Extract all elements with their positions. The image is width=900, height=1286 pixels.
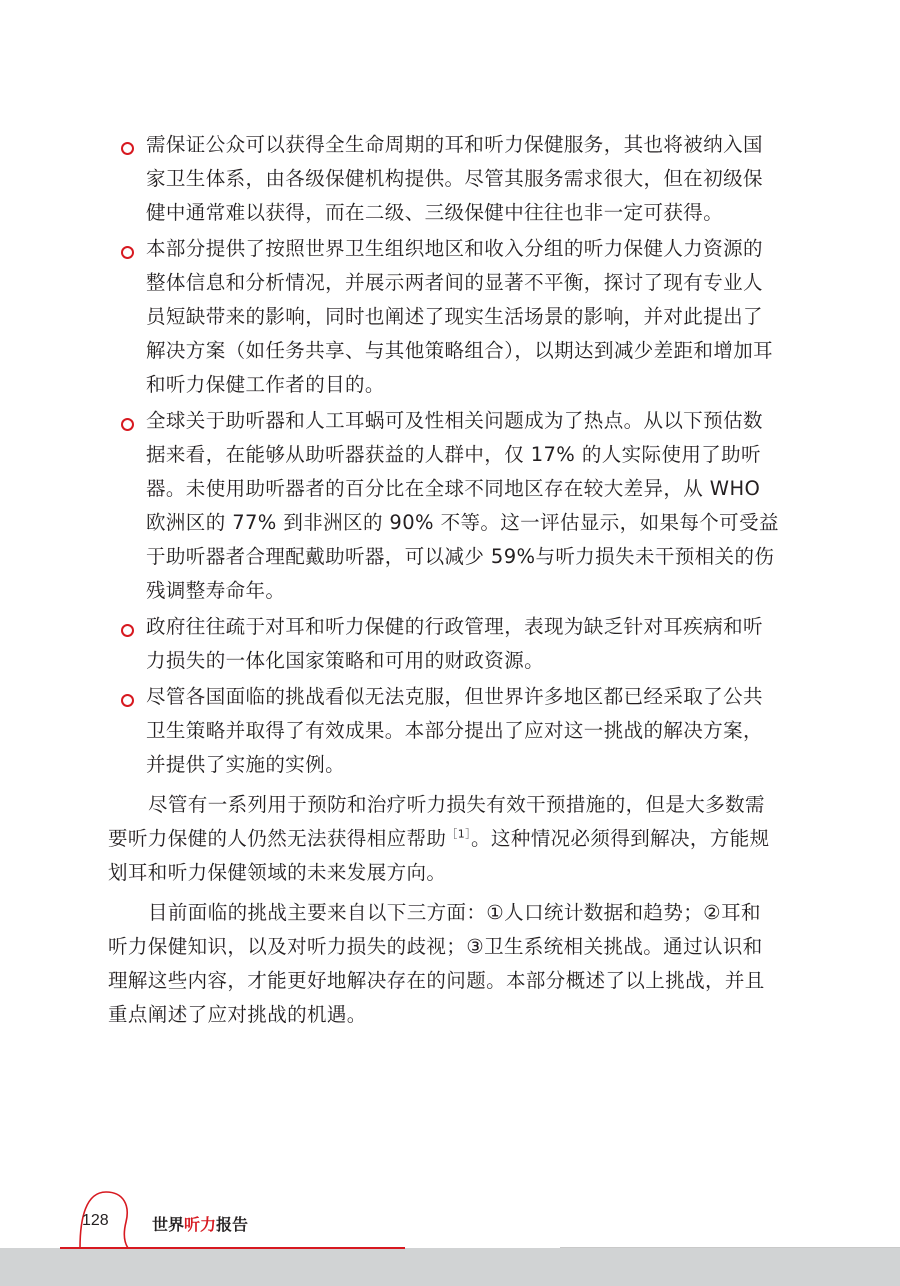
circle-bullet-icon [121,246,134,259]
bullet-item [108,128,780,230]
report-title-part: 报告 [216,1215,249,1234]
bullet-text: 尽管各国面临的挑战看似无法克服，但世界许多地区都已经采取了公共卫生策略并取得了有效成果。本部分提出了应对这一挑战的解决方案，并提供了实施的实例。 [146,685,763,776]
bullet-text: 本部分提供了按照世界卫生组织地区和收入分组的听力保健人力资源的整体信息和分析情况，并展示两者间的显著不平衡，探讨了现有专业人员短缺带来的影响，同时也阐述了现实生活场景的影响，并对此提出了解决方案（如任务共享、与其他策略组合），以期达到减少差距和增加耳和听力保健工作者的目的。 [146,237,774,396]
body-paragraph: 目前面临的挑战主要来自以下三方面：①人口统计数据和趋势；②耳和听力保健知识，以及对听力损失的歧视；③卫生系统相关挑战。通过认识和理解这些内容，才能更好地解决存在的问题。本部分概述了以上挑战，并且重点阐述了应对挑战的机遇。 [108,901,765,1026]
footer-divider-line [560,1247,900,1248]
circle-bullet-icon [121,418,134,431]
report-title-part: 世界 [152,1215,185,1234]
bullet-item [108,610,780,678]
paragraph-text: 尽管有一系列用于预防和治疗听力损失有效干预措施的，但是大多数需要听力保健的人仍然无法获得相应帮助 [108,793,765,850]
bullet-item [108,404,780,608]
bullet-item [108,232,780,402]
circle-bullet-icon [121,624,134,637]
report-title-accent: 听力 [184,1215,217,1234]
circle-bullet-icon [121,142,134,155]
paragraph-text: 。这种情况必须得到解决，方能规划耳和听力保健领域的未来发展方向。 [108,827,770,884]
bullet-item [108,680,780,782]
page-number: 128 [82,1212,109,1229]
bullet-text: 政府往往疏于对耳和听力保健的行政管理，表现为缺乏针对耳疾病和听力损失的一体化国家策略和可用的财政资源。 [146,615,763,672]
main-content [108,128,780,1036]
footer-bar [0,1248,900,1286]
report-title [152,1212,248,1235]
circle-bullet-icon [121,694,134,707]
citation-reference[interactable]: ［1］ [446,827,472,841]
body-paragraph [108,788,780,890]
footer-accent-line [60,1247,405,1249]
bullet-text: 需保证公众可以获得全生命周期的耳和听力保健服务，其也将被纳入国家卫生体系，由各级保健机构提供。尽管其服务需求很大，但在初级保健中通常难以获得，而在二级、三级保健中往往也非一定可获得。 [146,133,763,224]
bullet-text: 全球关于助听器和人工耳蜗可及性相关问题成为了热点。从以下预估数据来看，在能够从助听器获益的人群中，仅 17% 的人实际使用了助听器。未使用助听器者的百分比在全球不同地区存在较大差异，从 WHO 欧洲区的 77% 到非洲区的 90% 不等。这一评估显示，如果每个可受益于助听器者合理配戴助听器，可以减少 59%与听力损失未干预相关的伤残调整寿命年。 [146,409,779,602]
